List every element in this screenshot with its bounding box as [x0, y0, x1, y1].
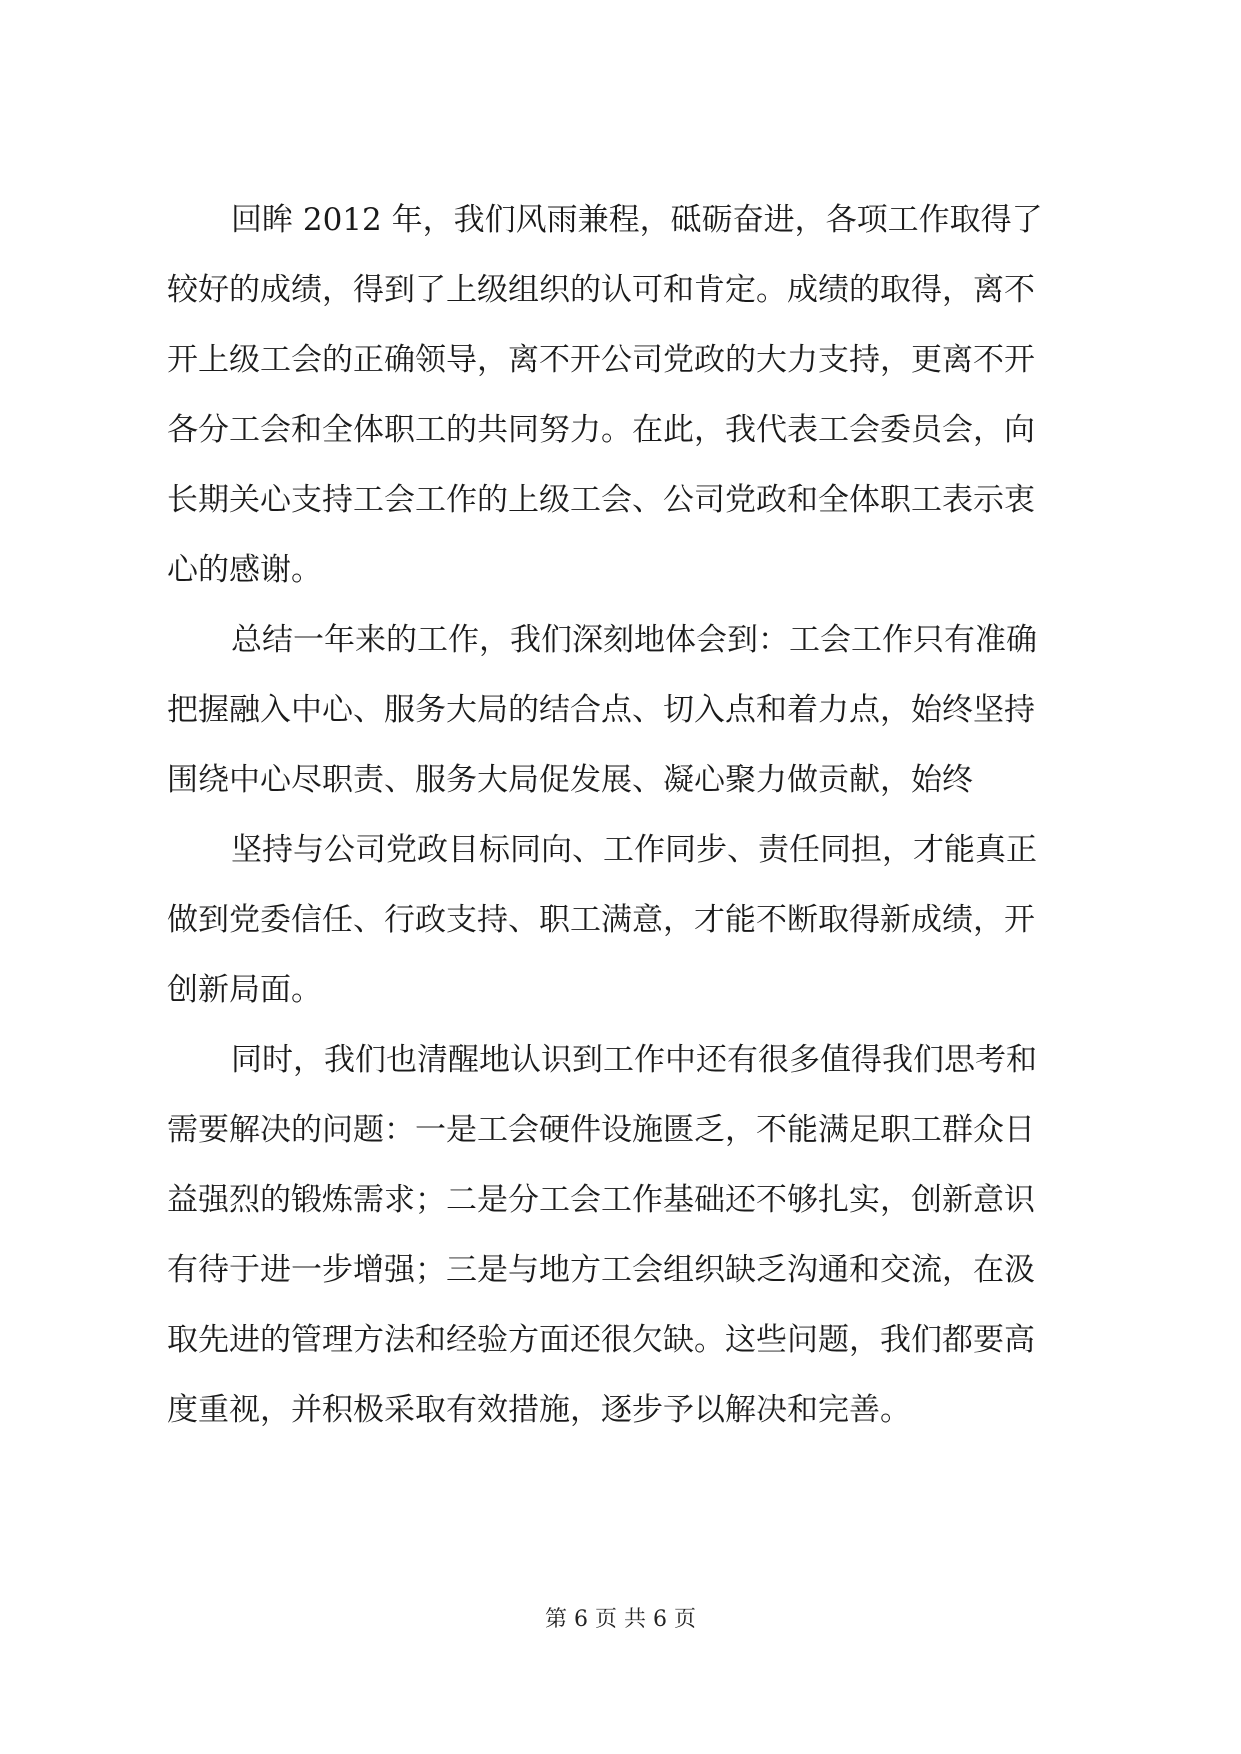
paragraph-4-line-6: 度重视，并积极采取有效措施，逐步予以解决和完善。	[167, 1392, 911, 1428]
paragraph-3-line-1: 坚持与公司党政目标同向、工作同步、责任同担，才能真正	[231, 832, 1037, 868]
paragraph-4-line-4: 有待于进一步增强；三是与地方工会组织缺乏沟通和交流，在汲	[167, 1252, 1035, 1288]
paragraph-2-line-3: 围绕中心尽职责、服务大局促发展、凝心聚力做贡献，始终	[167, 762, 973, 798]
paragraph-1-line-2: 较好的成绩，得到了上级组织的认可和肯定。成绩的取得，离不	[167, 272, 1035, 308]
paragraph-4-line-5: 取先进的管理方法和经验方面还很欠缺。这些问题，我们都要高	[167, 1322, 1035, 1358]
paragraph-2-line-2: 把握融入中心、服务大局的结合点、切入点和着力点，始终坚持	[167, 692, 1035, 728]
paragraph-1-line-3: 开上级工会的正确领导，离不开公司党政的大力支持，更离不开	[167, 342, 1035, 378]
page-number-footer: 第 6 页 共 6 页	[545, 1607, 696, 1632]
paragraph-4-line-3: 益强烈的锻炼需求；二是分工会工作基础还不够扎实，创新意识	[167, 1182, 1035, 1218]
paragraph-1-line-5: 长期关心支持工会工作的上级工会、公司党政和全体职工表示衷	[167, 482, 1035, 518]
paragraph-1-line-4: 各分工会和全体职工的共同努力。在此，我代表工会委员会，向	[167, 412, 1035, 448]
paragraph-1-line-6: 心的感谢。	[167, 552, 322, 588]
paragraph-3-line-2: 做到党委信任、行政支持、职工满意，才能不断取得新成绩，开	[167, 902, 1035, 938]
paragraph-2-line-1: 总结一年来的工作，我们深刻地体会到：工会工作只有准确	[231, 622, 1037, 658]
paragraph-3-line-3: 创新局面。	[167, 972, 322, 1008]
paragraph-1-line-1: 回眸 2012 年，我们风雨兼程，砥砺奋进，各项工作取得了	[231, 202, 1043, 238]
paragraph-4-line-2: 需要解决的问题：一是工会硬件设施匮乏，不能满足职工群众日	[167, 1112, 1035, 1148]
paragraph-4-line-1: 同时，我们也清醒地认识到工作中还有很多值得我们思考和	[231, 1042, 1037, 1078]
